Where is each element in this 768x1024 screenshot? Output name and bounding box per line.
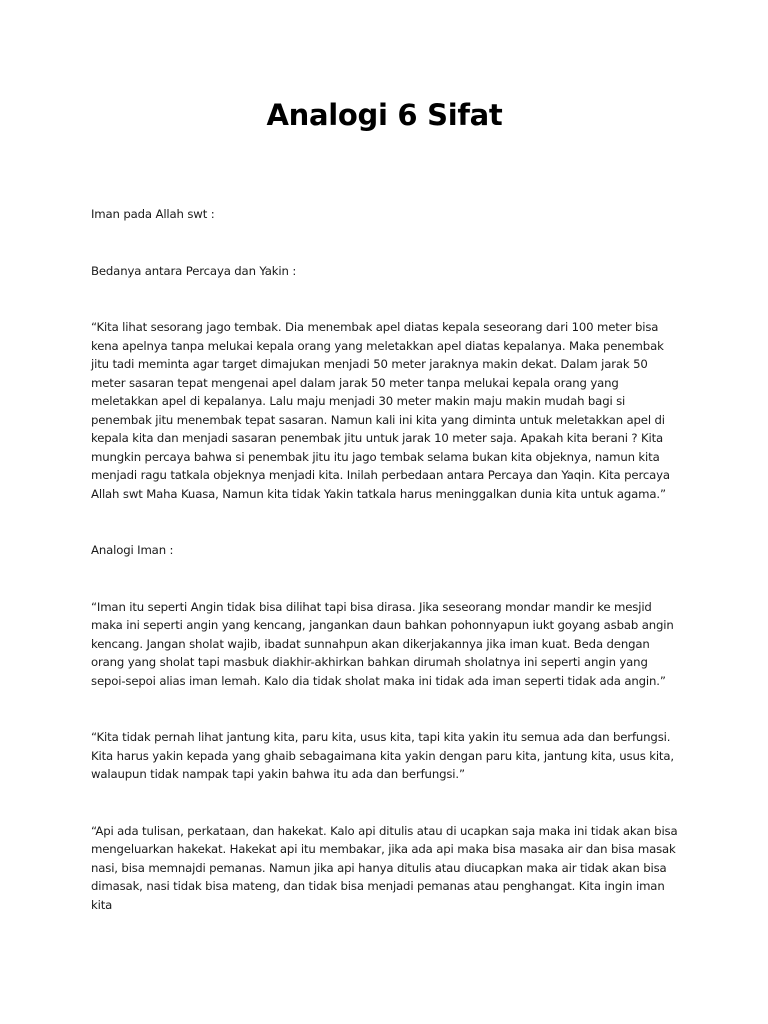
paragraph-api-hakekat: “Api ada tulisan, perkataan, dan hakekat. Kalo api ditulis atau di ucapkan saja maka ini tidak akan bisa mengeluarkan hakekat. Hakekat api itu membakar, jika ada api maka bisa masaka air dan bisa masak nasi, bisa memnajdi pemanas. Namun jika api hanya ditulis atau diucapkan maka air tidak akan bisa dimasak, nasi tidak bisa mateng, dan tidak bisa menjadi pemanas atau penghangat. Kita ingin iman kita <box>91 823 678 912</box>
paragraph-iman-angin: “Iman itu seperti Angin tidak bisa dilihat tapi bisa dirasa. Jika seseorang mondar mandir ke mesjid maka ini seperti angin yang kencang, jangankan daun bahkan pohonnyapun iukt goyang asbab angin kencang. Jangan sholat wajib, ibadat sunnahpun akan dikerjakannya jika iman kuat. Beda dengan orang yang sholat tapi masbuk diakhir-akhirkan bahkan dirumah sholatnya ini seperti angin yang sepoi-sepoi alias iman lemah. Kalo dia tidak sholat maka ini tidak ada iman seperti tidak ada angin.” <box>91 599 674 688</box>
label-bedanya-percaya-yakin: Bedanya antara Percaya dan Yakin : <box>91 263 297 278</box>
document-title: Analogi 6 Sifat <box>266 98 503 132</box>
paragraph-penembak-jitu: “Kita lihat sesorang jago tembak. Dia menembak apel diatas kepala seseorang dari 100 meter bisa kena apelnya tanpa melukai kepala orang yang meletakkan apel diatas kepalanya. Maka penembak jitu tadi meminta agar target dimajukan menjadi 50 meter jaraknya makin dekat. Dalam jarak 50 meter sasaran tepat mengenai apel dalam jarak 50 meter tanpa melukai kepala orang yang meletakkan apel di kepalanya. Lalu maju menjadi 30 meter makin maju makin mudah bagi si penembak jitu menembak tepat sasaran. Namun kali ini kita yang diminta untuk meletakkan apel di kepala kita dan menjadi sasaran penembak jitu untuk jarak 10 meter saja. Apakah kita berani ? Kita mungkin percaya bahwa si penembak jitu itu jago tembak selama bukan kita objeknya, namun kita menjadi ragu tatkala objeknya menjadi kita. Inilah perbedaan antara Percaya dan Yaqin. Kita percaya Allah swt Maha Kuasa, Namun kita tidak Yakin tatkala harus meninggalkan dunia kita untuk agama.” <box>91 320 670 501</box>
paragraph-jantung-paru: “Kita tidak pernah lihat jantung kita, paru kita, usus kita, tapi kita yakin itu semua ada dan berfungsi. Kita harus yakin kepada yang ghaib sebagaimana kita yakin dengan paru kita, jantung kita, usus kita, walaupun tidak nampak tapi yakin bahwa itu ada dan berfungsi.” <box>91 730 674 781</box>
label-analogi-iman: Analogi Iman : <box>91 543 174 557</box>
label-iman-pada-allah: Iman pada Allah swt : <box>91 207 215 221</box>
